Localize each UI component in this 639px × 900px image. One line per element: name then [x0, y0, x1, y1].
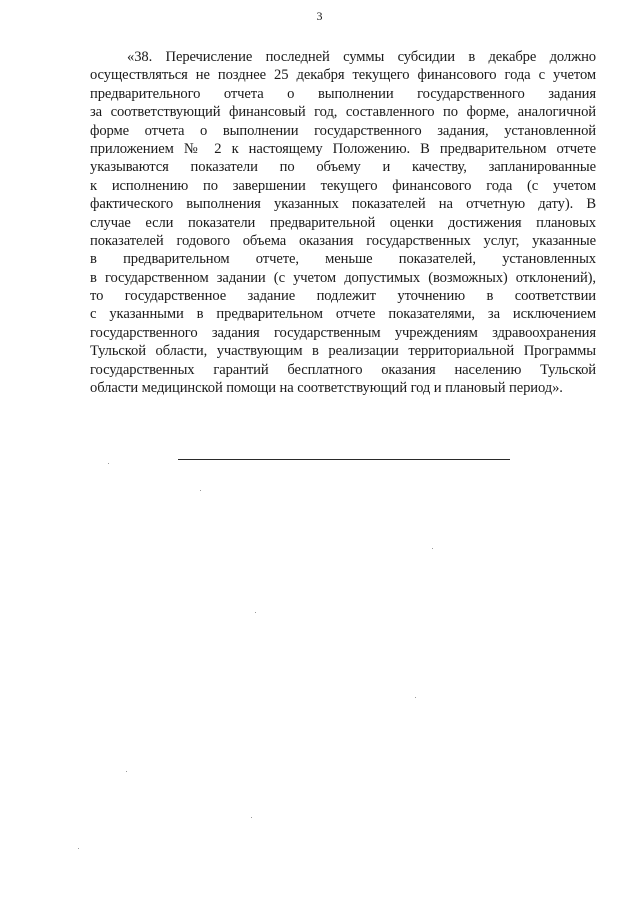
- paragraph-line: случае если показатели предварительной оценки достижения плановых: [90, 214, 596, 231]
- paragraph-line: указываются показатели по объему и качеству, запланированные: [90, 159, 596, 176]
- paragraph-line: осуществляться не позднее 25 декабря текущего финансового года с учетом: [90, 67, 596, 84]
- document-paragraph: [90, 48, 596, 397]
- paragraph-line: за соответствующий финансовый год, составленного по форме, аналогичной: [90, 104, 596, 121]
- paragraph-line: в предварительном отчете, меньше показателей, установленных: [90, 251, 596, 268]
- paragraph-line: то государственное задание подлежит уточнению в соответствии: [90, 288, 596, 305]
- scan-speck: [251, 817, 252, 818]
- scan-speck: [415, 697, 416, 698]
- paragraph-line: государственных гарантий бесплатного оказания населению Тульской: [90, 361, 596, 378]
- paragraph-line: показателей годового объема оказания государственных услуг, указанные: [90, 232, 596, 249]
- paragraph-line: «38. Перечисление последней суммы субсидии в декабре должно: [127, 49, 596, 65]
- scan-speck: [200, 490, 201, 491]
- scan-speck: [126, 771, 127, 772]
- scan-speck: [78, 848, 79, 849]
- paragraph-line: области медицинской помощи на соответствующий год и плановый период».: [90, 380, 563, 397]
- paragraph-line: государственного задания государственным учреждениям здравоохранения: [90, 324, 596, 341]
- paragraph-line: в государственном задании (с учетом допустимых (возможных) отклонений),: [90, 269, 596, 286]
- separator-line: [178, 459, 510, 460]
- scan-speck: [255, 612, 256, 613]
- scan-speck: [432, 548, 433, 549]
- paragraph-line: приложением № 2 к настоящему Положению. В предварительном отчете: [90, 140, 596, 157]
- paragraph-line: предварительного отчета о выполнении государственного задания: [90, 85, 596, 102]
- paragraph-line: к исполнению по завершении текущего финансового года (с учетом: [90, 177, 596, 194]
- paragraph-line: Тульской области, участвующим в реализации территориальной Программы: [90, 343, 596, 360]
- page-number: 3: [316, 9, 323, 23]
- scan-speck: [108, 463, 109, 464]
- paragraph-line: форме отчета о выполнении государственного задания, установленной: [90, 122, 596, 139]
- paragraph-line: фактического выполнения указанных показателей на отчетную дату). В: [90, 196, 596, 213]
- paragraph-line: с указанными в предварительном отчете показателями, за исключением: [90, 306, 596, 323]
